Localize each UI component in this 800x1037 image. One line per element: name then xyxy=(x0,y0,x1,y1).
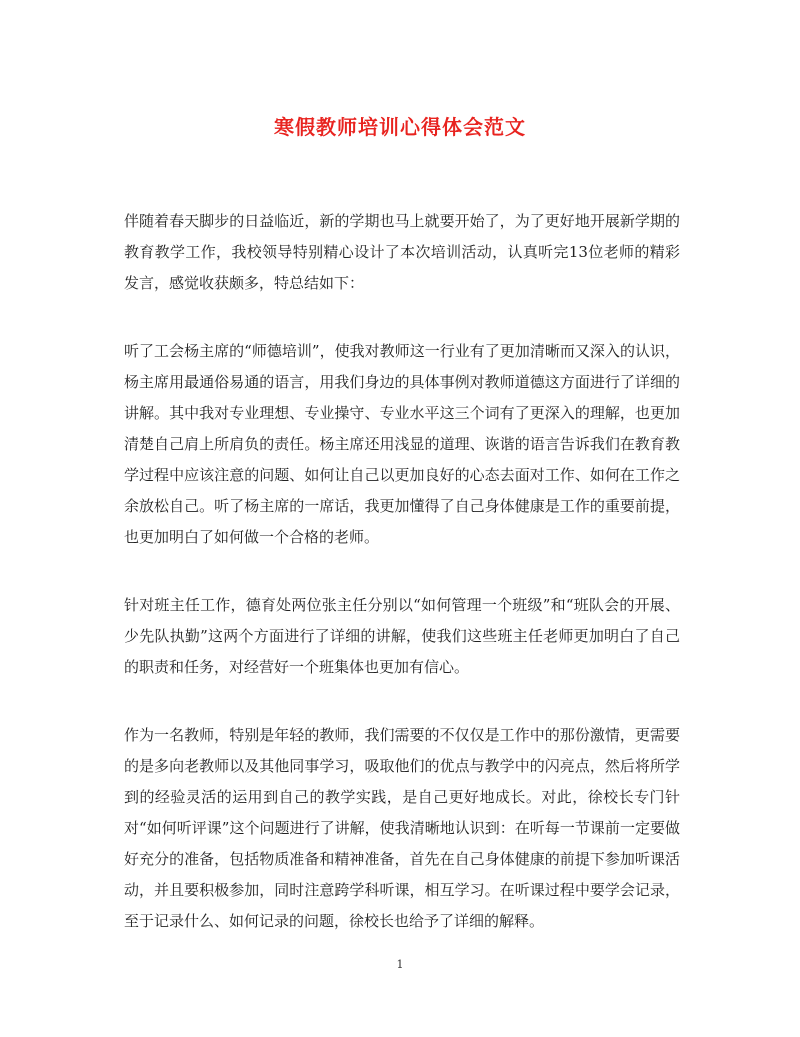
document-body xyxy=(124,206,680,974)
paragraph-2: 听了工会杨主席的“师德培训”，使我对教师这一行业有了更加清晰而又深入的认识，杨主席用最通俗易通的语言，用我们身边的具体事例对教师道德这方面进行了详细的讲解。其中我对专业理想、专业操守、专业水平这三个词有了更深入的理解，也更加清楚自己肩上所肩负的责任。杨主席还用浅显的道理、诙谐的语言告诉我们在教育教学过程中应该注意的问题、如何让自己以更加良好的心态去面对工作、如何在工作之余放松自己。听了杨主席的一席话，我更加懂得了自己身体健康是工作的重要前提，也更加明白了如何做一个合格的老师。 xyxy=(124,342,680,546)
paragraph-3: 针对班主任工作，德育处两位张主任分别以“如何管理一个班级”和“班队会的开展、少先队执勤”这两个方面进行了详细的讲解，使我们这些班主任老师更加明白了自己的职责和任务，对经营好一个班集体也更加有信心。 xyxy=(124,596,680,676)
paragraph-1: 伴随着春天脚步的日益临近，新的学期也马上就要开始了，为了更好地开展新学期的教育教学工作，我校领导特别精心设计了本次培训活动，认真听完13位老师的精彩发言，感觉收获颇多，特总结如下： xyxy=(124,212,680,292)
document-title: 寒假教师培训心得体会范文 xyxy=(274,115,526,139)
paragraph-4: 作为一名教师，特别是年轻的教师，我们需要的不仅仅是工作中的那份激情，更需要的是多向老教师以及其他同事学习，吸取他们的优点与教学中的闪亮点，然后将所学到的经验灵活的运用到自己的教学实践，是自己更好地成长。对此，徐校长专门针对“如何听评课”这个问题进行了讲解，使我清晰地认识到：在听每一节课前一定要做好充分的准备，包括物质准备和精神准备，首先在自己身体健康的前提下参加听课活动，并且要积极参加，同时注意跨学科听课，相互学习。在听课过程中要学会记录，至于记录什么、如何记录的问题，徐校长也给予了详细的解释。 xyxy=(124,726,680,930)
page-number: 1 xyxy=(396,958,404,971)
